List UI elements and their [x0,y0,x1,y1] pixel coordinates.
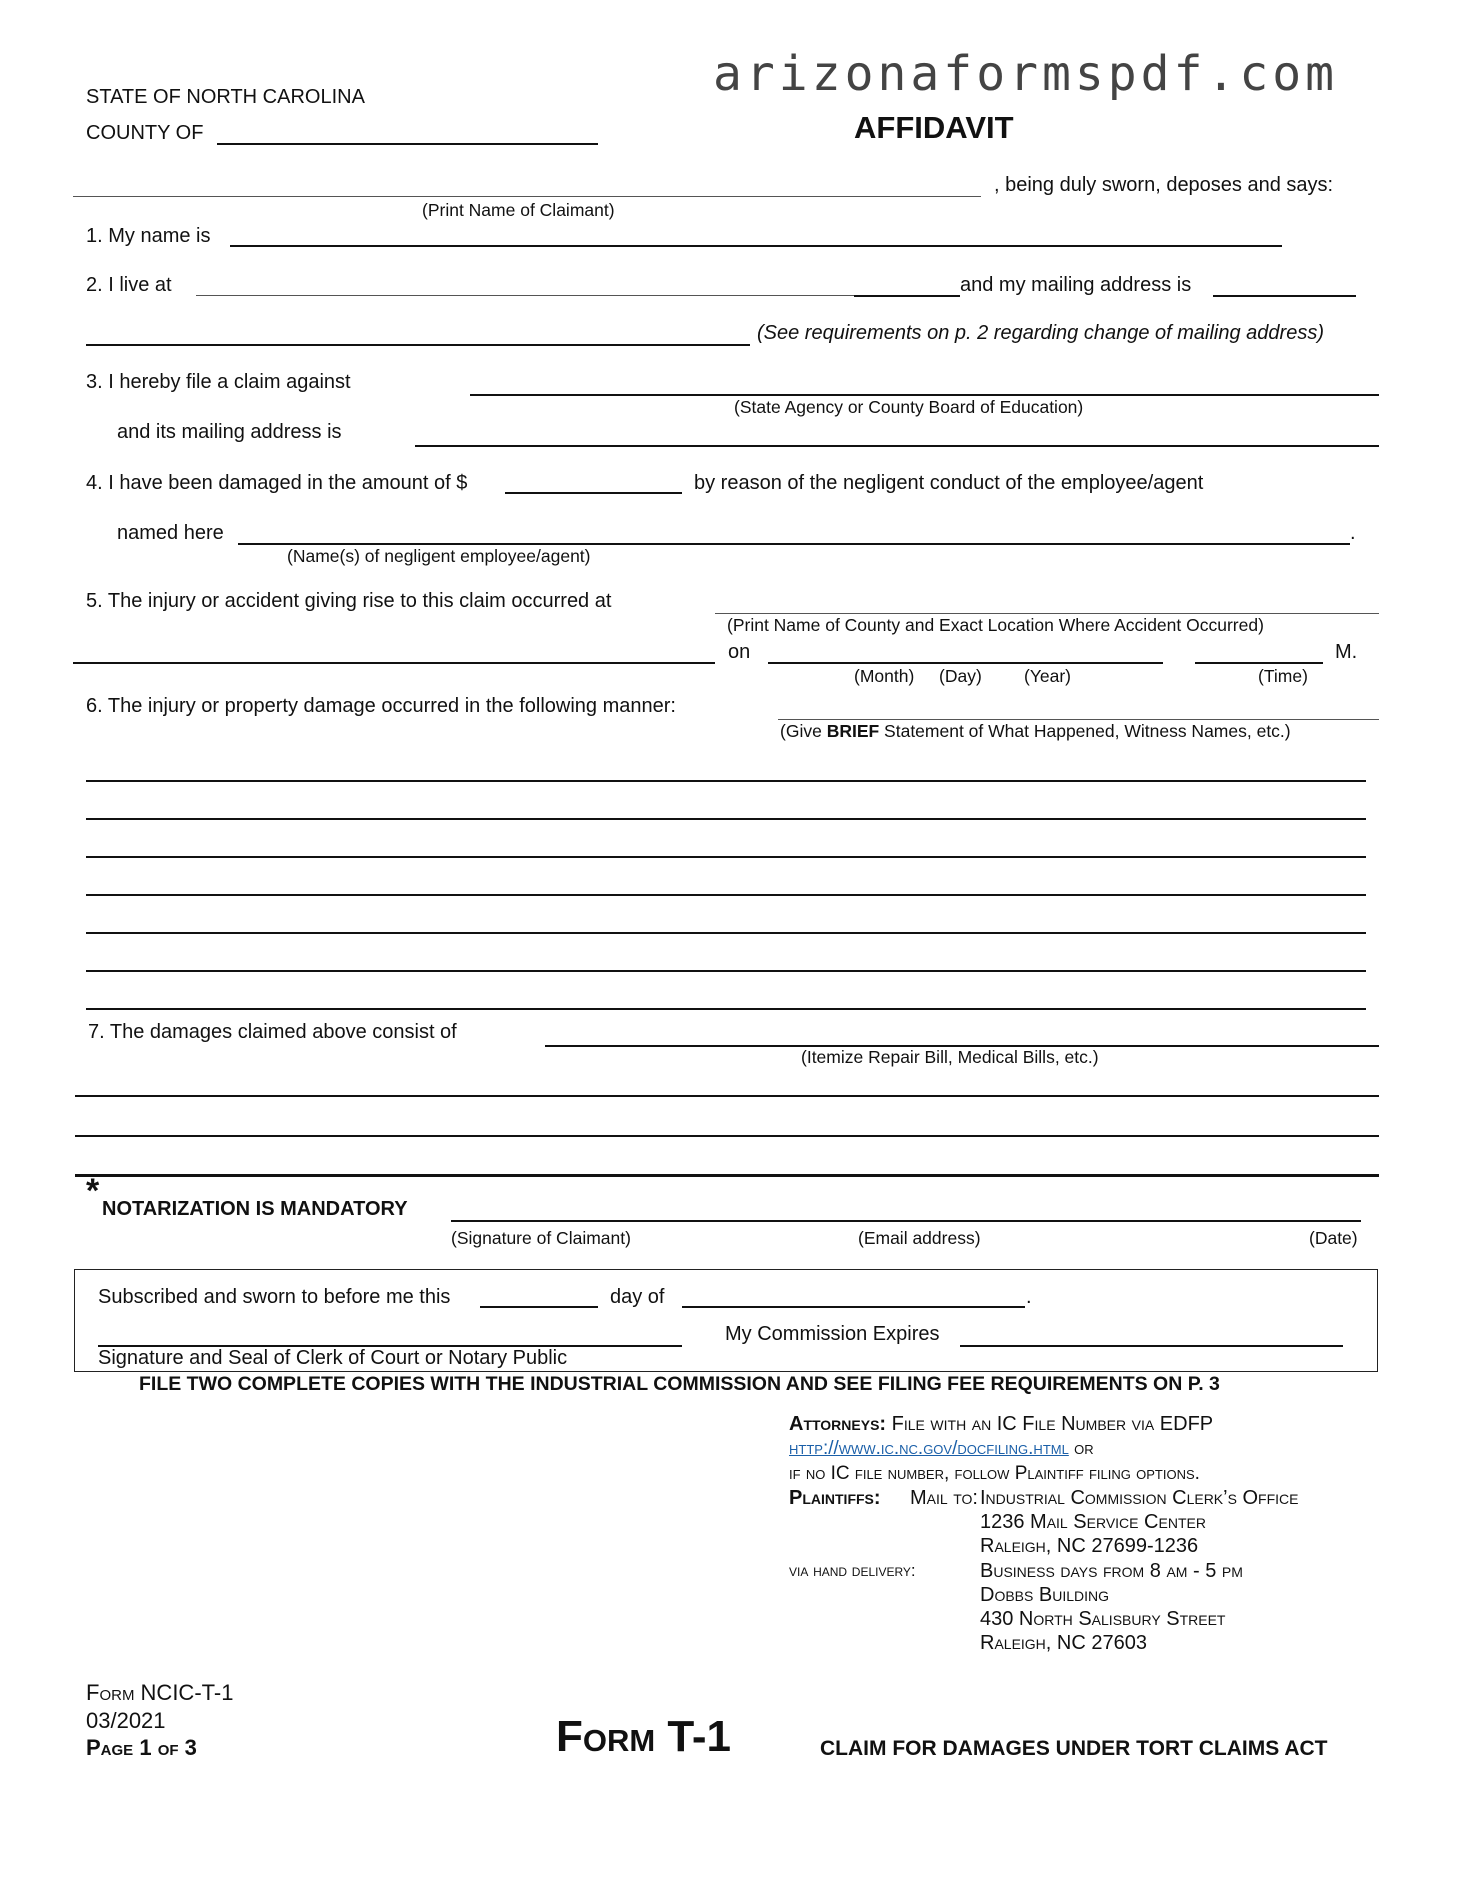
damage-amount-field[interactable] [505,492,682,494]
file-notice: FILE TWO COMPLETE COPIES WITH THE INDUSTRIAL COMMISSION AND SEE FILING FEE REQUIREMENTS ON P. 3 [139,1373,1220,1395]
damages-line-3[interactable] [75,1135,1379,1137]
form-title: Form T-1 [556,1712,731,1761]
manner-line-5[interactable] [86,932,1366,934]
county-label: COUNTY OF [86,122,204,144]
accident-date-field[interactable] [768,662,1163,664]
sworn-text: , being duly sworn, deposes and says: [994,174,1334,196]
accident-time-field[interactable] [1195,662,1323,664]
claimant-caption: (Print Name of Claimant) [422,200,615,220]
live-at-field-end[interactable] [854,295,960,297]
watermark-text: arizonaformspdf.com [713,46,1339,102]
named-here-period: . [1350,522,1356,544]
page-title: AFFIDAVIT [854,110,1014,145]
day-of-label: day of [610,1286,665,1308]
sworn-period: . [1026,1286,1032,1308]
live-at-field[interactable] [196,295,854,296]
accident-location-field[interactable] [715,613,1379,614]
named-here-label: named here [117,522,224,544]
item-1-label: 1. My name is [86,225,211,247]
sworn-month-field[interactable] [682,1306,1025,1308]
mail-to-label: Mail to: [910,1487,978,1509]
signature-caption: (Signature of Claimant) [451,1228,631,1248]
damages-caption: (Itemize Repair Bill, Medical Bills, etc.) [801,1047,1099,1067]
accident-location-caption: (Print Name of County and Exact Location Where Accident Occurred) [727,615,1264,635]
item-3-label: 3. I hereby file a claim against [86,371,351,393]
subscribed-label: Subscribed and sworn to before me this [98,1286,451,1308]
county-field[interactable] [217,143,598,145]
hand-address-2: Dobbs Building [980,1584,1110,1606]
no-ic-line: if no IC file number, follow Plaintiff filing options. [789,1463,1200,1484]
date-caption: (Date) [1309,1228,1358,1248]
filing-url-line: http://www.ic.nc.gov/docfiling.html or [789,1438,1094,1459]
year-caption: (Year) [1024,666,1072,686]
agency-address-field[interactable] [415,445,1379,447]
manner-line-6[interactable] [86,970,1366,972]
item-7-label: 7. The damages claimed above consist of [88,1021,457,1043]
my-name-field[interactable] [230,245,1282,247]
commission-expires-field[interactable] [960,1345,1343,1347]
claim-title: CLAIM FOR DAMAGES UNDER TORT CLAIMS ACT [820,1737,1328,1760]
page-indicator: Page 1 of 3 [86,1735,197,1760]
mailing-address-note: (See requirements on p. 2 regarding change of mailing address) [757,322,1324,344]
meridiem-label: M. [1335,641,1358,663]
attorneys-line: Attorneys: File with an IC File Number via EDFP [789,1413,1214,1435]
mail-address-1: Industrial Commission Clerk’s Office [980,1487,1299,1509]
signature-seal-caption: Signature and Seal of Clerk of Court or Notary Public [98,1347,568,1369]
mail-address-2: 1236 Mail Service Center [980,1511,1206,1533]
claim-against-field[interactable] [470,394,1379,396]
sworn-day-field[interactable] [480,1306,598,1308]
manner-line-2[interactable] [86,818,1366,820]
on-label: on [728,641,751,663]
email-caption: (Email address) [858,1228,981,1248]
asterisk-mark: * [86,1172,100,1210]
hand-delivery-label: via hand delivery: [789,1561,916,1580]
mail-address-3: Raleigh, NC 27699-1236 [980,1535,1199,1557]
negligent-conduct-text: by reason of the negligent conduct of the employee/agent [694,472,1204,494]
form-id: Form NCIC-T-1 [86,1680,234,1705]
negligent-employee-field[interactable] [238,543,1350,545]
notarization-label: NOTARIZATION IS MANDATORY [102,1198,408,1220]
form-date: 03/2021 [86,1708,166,1733]
item-5-label: 5. The injury or accident giving rise to this claim occurred at [86,590,612,612]
item-4-label: 4. I have been damaged in the amount of $ [86,472,468,494]
item-2-label: 2. I live at [86,274,172,296]
commission-label: My Commission Expires [725,1323,940,1345]
item-6-label: 6. The injury or property damage occurred in the following manner: [86,695,676,717]
agency-address-label: and its mailing address is [117,421,342,443]
hand-address-4: Raleigh, NC 27603 [980,1632,1147,1654]
mailing-address-label: and my mailing address is [960,274,1192,296]
hand-address-3: 430 North Salisbury Street [980,1608,1226,1630]
mailing-address-field[interactable] [1213,295,1356,297]
signature-email-date-field[interactable] [451,1220,1361,1222]
month-caption: (Month) [854,666,915,686]
accident-location-field-2[interactable] [73,662,715,664]
manner-field[interactable] [778,719,1379,720]
damages-line-2[interactable] [75,1095,1379,1097]
claim-against-caption: (State Agency or County Board of Education) [734,397,1084,417]
hand-address-1: Business days from 8 am - 5 pm [980,1560,1243,1582]
claimant-name-field[interactable] [73,196,981,197]
negligent-employee-caption: (Name(s) of negligent employee/agent) [287,546,591,566]
manner-line-3[interactable] [86,856,1366,858]
manner-caption: (Give BRIEF Statement of What Happened, Witness Names, etc.) [780,721,1291,741]
filing-url-link[interactable]: http://www.ic.nc.gov/docfiling.html [789,1438,1069,1459]
mailing-address-field-2[interactable] [86,344,750,346]
manner-line-1[interactable] [86,780,1366,782]
plaintiffs-label: Plaintiffs: [789,1487,881,1509]
time-caption: (Time) [1258,666,1308,686]
state-label: STATE OF NORTH CAROLINA [86,86,365,108]
section-divider [75,1174,1379,1177]
manner-line-7[interactable] [86,1008,1366,1010]
day-caption: (Day) [939,666,982,686]
manner-line-4[interactable] [86,894,1366,896]
